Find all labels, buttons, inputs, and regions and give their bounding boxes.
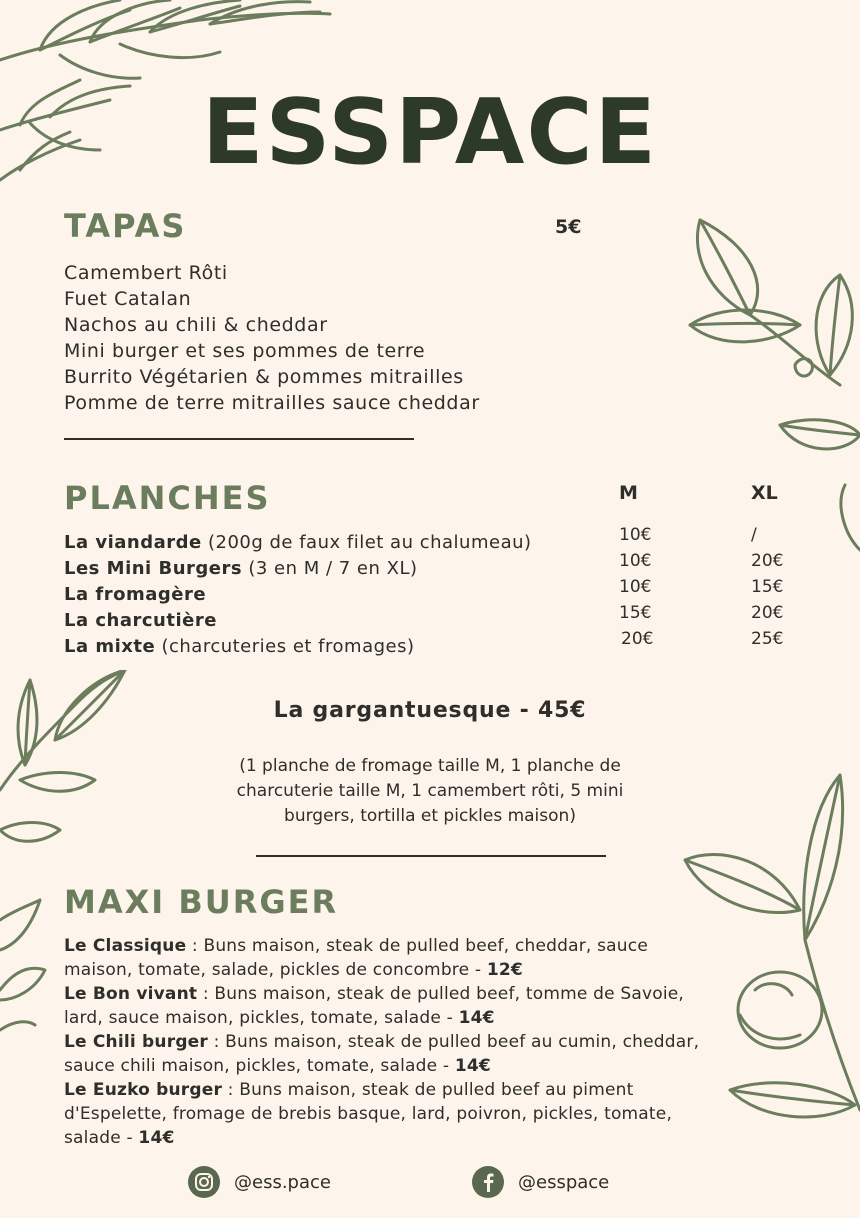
price-xl: 25€ (751, 629, 784, 649)
price-xl: 20€ (751, 603, 784, 623)
divider (64, 438, 414, 440)
facebook-icon (472, 1166, 504, 1198)
list-item: Camembert Rôti (64, 262, 228, 284)
column-header-m: M (619, 482, 638, 504)
price-m: 20€ (621, 629, 654, 649)
list-item (64, 582, 532, 608)
list-item (64, 1078, 714, 1150)
item-name: La viandarde (64, 532, 202, 553)
list-item (64, 982, 714, 1030)
gargantuesque-title: La gargantuesque - 45€ (273, 698, 587, 723)
item-price: 14€ (138, 1128, 175, 1148)
price-xl: 20€ (751, 551, 784, 571)
tapas-list (64, 260, 480, 416)
item-price: 12€ (486, 960, 523, 980)
price-m: 15€ (619, 603, 652, 623)
price-xl: 15€ (751, 577, 784, 597)
gargantuesque-description: (1 planche de fromage taille M, 1 planche de charcuterie taille M, 1 camembert rôti, 5 mini burgers, tortilla et pickles maison) (236, 756, 624, 826)
list-item: Burrito Végétarien & pommes mitrailles (64, 366, 464, 388)
list-item (64, 1030, 714, 1078)
item-name: Les Mini Burgers (64, 558, 243, 579)
item-description: : Buns maison, steak de pulled beef, tomme de Savoie, lard, sauce maison, pickles, tomate, salade - (64, 984, 685, 1028)
price-column-m (619, 522, 653, 652)
item-name: Le Euzko burger (64, 1080, 223, 1100)
tapas-heading: TAPAS (64, 207, 187, 245)
item-name: La fromagère (64, 584, 207, 605)
facebook-handle[interactable]: @esspace (518, 1171, 610, 1193)
item-note: (charcuteries et fromages) (155, 636, 415, 657)
tapas-price: 5€ (555, 216, 582, 238)
item-name: Le Bon vivant (64, 984, 198, 1004)
column-header-xl: XL (751, 482, 778, 504)
burger-list (64, 934, 714, 1150)
planches-heading: PLANCHES (64, 479, 271, 517)
list-item (64, 556, 532, 582)
list-item (64, 934, 714, 982)
item-price: 14€ (454, 1056, 491, 1076)
item-name: Le Chili burger (64, 1032, 208, 1052)
list-item: Mini burger et ses pommes de terre (64, 340, 426, 362)
facebook-link[interactable] (472, 1166, 609, 1198)
price-m: 10€ (619, 551, 652, 571)
list-item (64, 608, 532, 634)
list-item (64, 634, 532, 660)
item-description: : Buns maison, steak de pulled beef, cheddar, sauce maison, tomate, salade, pickles de concombre - (64, 936, 648, 980)
list-item: Nachos au chili & cheddar (64, 314, 328, 336)
instagram-link[interactable] (188, 1166, 331, 1198)
item-note: (3 en M / 7 en XL) (242, 558, 418, 579)
leaf-branch-right-upper-illustration (680, 215, 860, 555)
instagram-handle[interactable]: @ess.pace (234, 1171, 331, 1193)
item-name: La charcutière (64, 610, 217, 631)
price-column-xl (751, 522, 783, 652)
item-price: 14€ (458, 1008, 495, 1028)
item-description: : Buns maison, steak de pulled beef au cumin, cheddar, sauce chili maison, pickles, tomate, salade - (64, 1032, 700, 1076)
list-item (64, 530, 532, 556)
item-name: La mixte (64, 636, 156, 657)
divider (256, 855, 606, 857)
price-xl: / (751, 525, 757, 545)
restaurant-name-title: ESSPACE (202, 80, 658, 185)
instagram-icon (188, 1166, 220, 1198)
item-description: : Buns maison, steak de pulled beef au piment d'Espelette, fromage de brebis basque, lard, poivron, pickles, tomate, salade - (64, 1080, 673, 1148)
price-m: 10€ (619, 577, 652, 597)
maxi-burger-heading: MAXI BURGER (64, 883, 339, 921)
list-item: Fuet Catalan (64, 288, 192, 310)
item-note: (200g de faux filet au chalumeau) (201, 532, 532, 553)
price-m: 10€ (619, 525, 652, 545)
planches-list (64, 530, 532, 660)
item-name: Le Classique (64, 936, 187, 956)
list-item: Pomme de terre mitrailles sauce cheddar (64, 392, 480, 414)
